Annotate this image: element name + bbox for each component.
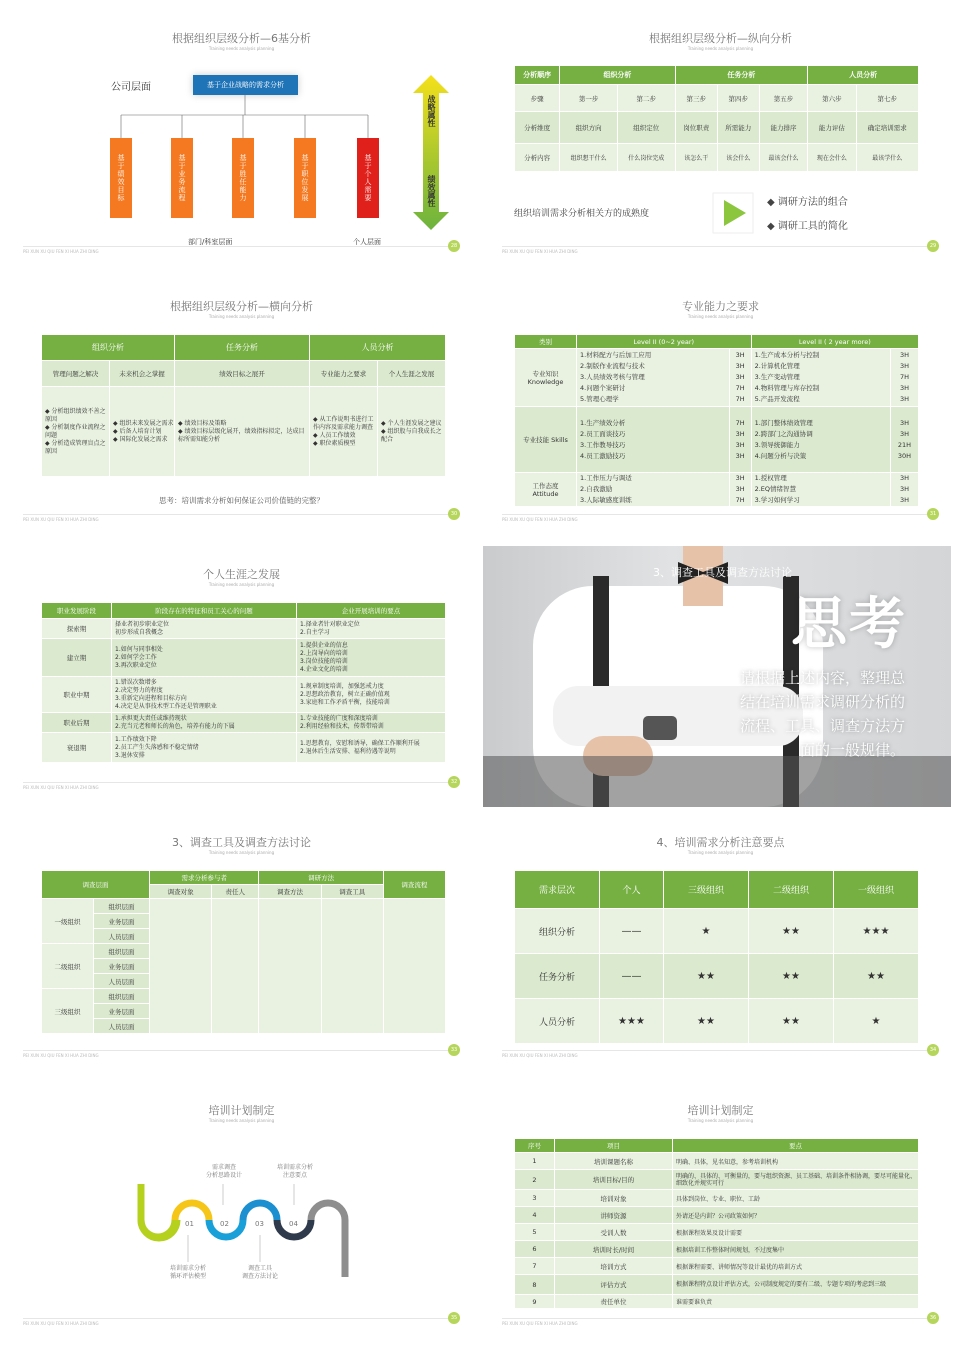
header-cell: 职业发展阶段 bbox=[42, 603, 112, 619]
subheader-cell: 未来机会之掌握 bbox=[110, 361, 175, 387]
cell bbox=[42, 387, 110, 477]
slide-horizontal-analysis bbox=[23, 288, 460, 530]
cell: 培训时长/时间 bbox=[555, 1241, 673, 1258]
header-cell: 要点 bbox=[673, 1139, 919, 1153]
cell: 1.专业技能的广度和深度培训 2.利用经验和技术，传帮带培训 bbox=[297, 713, 446, 733]
list-item: ◆ 个人生涯发展之建议 bbox=[381, 419, 442, 427]
rating-cell: ★★ bbox=[833, 954, 918, 999]
maturity-text: 组织培训需求分析相关方的成熟度 bbox=[514, 209, 650, 219]
stage-cell: 探索期 bbox=[42, 619, 112, 639]
subheader-cell: 调查工具 bbox=[321, 885, 383, 899]
list-item: ◆ 分析造成管理盲点之原因 bbox=[45, 439, 106, 455]
slide-footer bbox=[23, 1315, 460, 1328]
list-item: ◆ 国际化发展之需求 bbox=[113, 435, 168, 443]
rating-cell: ★★ bbox=[749, 999, 834, 1044]
photo-caption: 3、调查工具及调查方法讨论 bbox=[653, 566, 792, 579]
page-number: 33 bbox=[448, 1044, 460, 1056]
box-business-process: 基于业务流程 bbox=[171, 138, 193, 218]
subheader-cell: 责任人 bbox=[212, 885, 259, 899]
footer-text: PEI XUN XU QIU FEN XI HUA ZHI DING bbox=[23, 785, 99, 790]
level-cell: 人员层面 bbox=[94, 974, 150, 989]
subheader-cell: 调查方法 bbox=[259, 885, 321, 899]
header-cell: 人员分析 bbox=[808, 66, 919, 85]
group-cell: 二级组织 bbox=[42, 944, 94, 989]
cell: 第二步 bbox=[617, 85, 675, 112]
cell: 1.材料配方与后加工应用 2.制版作业流程与技术 3.人员绩效考核与管理 4.问题个案研讨 5.管理心理学 bbox=[577, 349, 730, 407]
cell: 1.工作压力与调适 2.自我激励 3.人际敏感度训练 bbox=[577, 473, 730, 507]
top-box: 基于企业战略的需求分析 bbox=[193, 75, 298, 95]
cell: 岗位职责 bbox=[675, 112, 717, 144]
level-cell: 业务层面 bbox=[94, 1004, 150, 1019]
header-cell: 企业开展培训的要点 bbox=[297, 603, 446, 619]
slide-title: 3、调查工具及调查方法讨论 bbox=[172, 836, 311, 849]
page-number: 30 bbox=[448, 508, 460, 520]
page-number: 32 bbox=[448, 776, 460, 788]
header-cell: 项目 bbox=[555, 1139, 673, 1153]
stage-cell: 衰退期 bbox=[42, 733, 112, 763]
cell: 1.生产成本分析与控制 2.计算机化管理 3.生产变动管理 4.物料管理与库存控制 5.产品开发流程 bbox=[751, 349, 890, 407]
cell: 谁需要谁负责 bbox=[673, 1295, 919, 1309]
cell: 分析内容 bbox=[515, 144, 560, 172]
cell: 第五步 bbox=[759, 85, 807, 112]
cell: 组织想干什么 bbox=[560, 144, 618, 172]
slide-title: 根据组织层级分析—6基分析 bbox=[172, 32, 311, 45]
cell: 3H 3H 3H bbox=[891, 473, 919, 507]
cell: 3H 3H 21H 30H bbox=[891, 407, 919, 473]
empty-cell bbox=[259, 899, 321, 1034]
header-cell: Level II (0~2 year) bbox=[577, 335, 752, 349]
list-item: ◆ 人员工作绩效 bbox=[313, 431, 356, 439]
slide-title: 培训计划制定 bbox=[208, 1104, 275, 1117]
level-cell: 组织层面 bbox=[94, 944, 150, 959]
category-cell: 专业技能 Skills bbox=[515, 407, 577, 473]
list-item: ◆ 后备人培育计划 bbox=[113, 427, 162, 435]
snake-flow-diagram bbox=[23, 1092, 460, 1334]
stage-cell: 职业后期 bbox=[42, 713, 112, 733]
rating-cell: ★★ bbox=[664, 999, 749, 1044]
header-cell: 序号 bbox=[515, 1139, 555, 1153]
header-cell: 调查层面 bbox=[42, 871, 150, 899]
cell: 3H 3H 7H 3H 3H bbox=[891, 349, 919, 407]
slide-footer bbox=[23, 243, 460, 256]
career-table bbox=[41, 602, 446, 763]
cell: 现在会什么 bbox=[808, 144, 856, 172]
slide-subtitle: Training needs analysis planning bbox=[208, 850, 275, 855]
header-cell: 个人 bbox=[599, 871, 663, 909]
header-cell: 组织分析 bbox=[42, 335, 175, 361]
slide-footer bbox=[502, 511, 939, 524]
slide-footer bbox=[23, 779, 460, 792]
empty-cell bbox=[212, 899, 259, 1034]
cell: 讲师资源 bbox=[555, 1207, 673, 1224]
header-cell: 需求层次 bbox=[515, 871, 600, 909]
header-cell: Level II ( 2 year more) bbox=[751, 335, 918, 349]
page-number: 36 bbox=[927, 1312, 939, 1324]
list-item: ◆ 分析制度作业流程之问题 bbox=[45, 423, 106, 439]
cell: 该会什么 bbox=[717, 144, 759, 172]
list-item: ◆ 绩效目标及策略 bbox=[178, 419, 227, 427]
slide-subtitle: Training needs analysis planning bbox=[687, 850, 754, 855]
rating-cell: —— bbox=[599, 954, 663, 999]
cell: 7 bbox=[515, 1258, 555, 1275]
footer-text: PEI XUN XU QIU FEN XI HUA ZHI DING bbox=[23, 1321, 99, 1326]
list-item: ◆ 组织未来发展之需求 bbox=[113, 419, 174, 427]
header-cell: 三级组织 bbox=[664, 871, 749, 909]
rating-cell: ★ bbox=[664, 909, 749, 954]
slide-footer bbox=[502, 243, 939, 256]
list-item: ◆ 绩效目标层级化展开，绩效指标拟定，达成目标所需知能分析 bbox=[178, 427, 305, 443]
rating-cell: ★★ bbox=[749, 954, 834, 999]
slide-subtitle: Training needs analysis planning bbox=[208, 1118, 275, 1123]
slide-title: 个人生涯之发展 bbox=[203, 568, 280, 581]
rating-cell: ★★ bbox=[664, 954, 749, 999]
step-number: 02 bbox=[220, 1220, 229, 1228]
cell: 1.如何与同事相处 2.如何学会工作 3.再次职业定位 bbox=[112, 639, 297, 677]
header-cell: 分析顺序 bbox=[515, 66, 560, 85]
bullet-simplify: ◆ 调研工具的简化 bbox=[767, 221, 848, 232]
survey-table bbox=[41, 870, 446, 1034]
list-item: ◆ 分析组织绩效不善之原因 bbox=[45, 407, 106, 423]
header-cell: 阶段存在的特征和员工关心的问题 bbox=[112, 603, 297, 619]
slide-footer bbox=[502, 1315, 939, 1328]
footer-text: PEI XUN XU QIU FEN XI HUA ZHI DING bbox=[502, 249, 578, 254]
flow-label: 调查工具 调查方法讨论 bbox=[241, 1265, 278, 1280]
level-cell: 人员层面 bbox=[94, 1019, 150, 1034]
box-competency: 基于胜任能力 bbox=[232, 138, 254, 218]
cell: 5 bbox=[515, 1224, 555, 1241]
header-cell: 人员分析 bbox=[310, 335, 446, 361]
rating-cell: ★ bbox=[833, 999, 918, 1044]
cell: 第三步 bbox=[675, 85, 717, 112]
group-cell: 三级组织 bbox=[42, 989, 94, 1034]
cell bbox=[378, 387, 446, 477]
page-number: 28 bbox=[448, 240, 460, 252]
header-cell: 调研方法 bbox=[259, 871, 383, 885]
slide-title: 根据组织层级分析—横向分析 bbox=[170, 300, 313, 313]
slide-subtitle: Training needs analysis planning bbox=[687, 314, 754, 319]
rating-cell: —— bbox=[599, 909, 663, 954]
subheader-cell: 管理问题之解决 bbox=[42, 361, 110, 387]
row-label: 组织分析 bbox=[515, 909, 600, 954]
cell: 确定培训需求 bbox=[856, 112, 918, 144]
dept-label: 部门/科室层面 bbox=[188, 238, 233, 246]
cell: 培训方式 bbox=[555, 1258, 673, 1275]
empty-cell bbox=[150, 899, 212, 1034]
row-label: 人员分析 bbox=[515, 999, 600, 1044]
slide-thinking-photo bbox=[483, 546, 951, 807]
cell: 所需能力 bbox=[717, 112, 759, 144]
cell: 外请还是内训？公司政策如何？ bbox=[673, 1207, 919, 1224]
level-cell: 组织层面 bbox=[94, 899, 150, 914]
cell: 1.工作绩效下降 2.员工产生失落感和不稳定情绪 3.退休安排 bbox=[112, 733, 297, 763]
category-cell: 工作态度 Attitude bbox=[515, 473, 577, 507]
cell: 3 bbox=[515, 1190, 555, 1207]
plan-table bbox=[514, 1138, 919, 1309]
empty-cell bbox=[383, 899, 445, 1034]
cell: 9 bbox=[515, 1295, 555, 1309]
cell: 1.承担更大责任或维持现状 2.充当元老和师长的角色，培养有能力的下属 bbox=[112, 713, 297, 733]
header-cell: 需求分析参与者 bbox=[150, 871, 259, 885]
slide-professional-ability bbox=[502, 288, 939, 530]
cell: 能力评估 bbox=[808, 112, 856, 144]
header-cell: 二级组织 bbox=[749, 871, 834, 909]
arrow-bottom-label: 绩效属性 bbox=[427, 175, 436, 207]
level-cell: 组织层面 bbox=[94, 989, 150, 1004]
cell: 1.授权管理 2.EQ情绪智慧 3.学习如何学习 bbox=[751, 473, 890, 507]
rating-cell: ★★★ bbox=[833, 909, 918, 954]
stage-cell: 职业中期 bbox=[42, 677, 112, 713]
cell: 1.生产绩效分析 2.员工面谈技巧 3.工作教导技巧 4.员工激励技巧 bbox=[577, 407, 730, 473]
cell: 1.错误次数增多 2.决定努力的程度 3.重新定向进程和目标方向 4.决定是从事技术型工作还是管理职业 bbox=[112, 677, 297, 713]
slide-subtitle: Training needs analysis planning bbox=[208, 314, 275, 319]
header-cell: 一级组织 bbox=[833, 871, 918, 909]
slide-subtitle: Training needs analysis planning bbox=[208, 582, 275, 587]
slide-survey-tools bbox=[23, 824, 460, 1066]
slide-subtitle: Training needs analysis planning bbox=[687, 46, 754, 51]
level-cell: 业务层面 bbox=[94, 914, 150, 929]
header-cell: 组织分析 bbox=[560, 66, 675, 85]
cell: 培训课题名称 bbox=[555, 1153, 673, 1170]
slide-subtitle: Training needs analysis planning bbox=[208, 46, 275, 51]
vertical-analysis-table bbox=[514, 65, 919, 172]
cell: 什么岗位完成 bbox=[617, 144, 675, 172]
level-cell: 业务层面 bbox=[94, 959, 150, 974]
cell: 明确的、具体的、可衡量的，要与组织资源、员工基础、培训条件相协调，要尽可能量化、细致化并规实可行 bbox=[673, 1170, 919, 1190]
category-cell: 专业知识 Knowledge bbox=[515, 349, 577, 407]
key-points-table bbox=[514, 870, 919, 1044]
cell: 第四步 bbox=[717, 85, 759, 112]
footer-text: PEI XUN XU QIU FEN XI HUA ZHI DING bbox=[502, 1053, 578, 1058]
horizontal-analysis-table bbox=[41, 334, 446, 477]
slide-footer bbox=[502, 1047, 939, 1060]
header-cell: 任务分析 bbox=[675, 66, 808, 85]
thinking-title: 思考 bbox=[791, 592, 907, 657]
cell: 3H 3H 3H 7H 7H bbox=[729, 349, 751, 407]
slide-title: 专业能力之要求 bbox=[682, 300, 759, 313]
cell: 3H 3H 7H bbox=[729, 473, 751, 507]
question-text: 思考：培训需求分析如何保证公司价值链的完整？ bbox=[159, 496, 324, 505]
cell: 培训目标/目的 bbox=[555, 1170, 673, 1190]
subheader-cell: 绩效目标之展开 bbox=[175, 361, 310, 387]
slide-plan-table bbox=[502, 1092, 939, 1334]
page-number: 29 bbox=[927, 240, 939, 252]
footer-text: PEI XUN XU QIU FEN XI HUA ZHI DING bbox=[23, 517, 99, 522]
cell: 组织定位 bbox=[617, 112, 675, 144]
bullet-text: 调研工具的简化 bbox=[777, 221, 848, 232]
header-cell: 类别 bbox=[515, 335, 577, 349]
person-label: 个人层面 bbox=[353, 238, 381, 246]
cell: 择业者初步职业定位 初步形成自我概念 bbox=[112, 619, 297, 639]
header-cell: 任务分析 bbox=[175, 335, 310, 361]
slide-6-basis-analysis bbox=[23, 20, 460, 262]
footer-text: PEI XUN XU QIU FEN XI HUA ZHI DING bbox=[502, 517, 578, 522]
footer-text: PEI XUN XU QIU FEN XI HUA ZHI DING bbox=[23, 1053, 99, 1058]
thinking-text: 请根据上述内容，整理总结在培训需求调研分析的流程、工具、调查方法方面的一般规律。 bbox=[739, 669, 905, 759]
subheader-cell: 个人生涯之发展 bbox=[378, 361, 446, 387]
slide-key-points bbox=[502, 824, 939, 1066]
cell bbox=[175, 387, 310, 477]
slide-subtitle: Training needs analysis planning bbox=[687, 1118, 754, 1123]
list-item: ◆ 职位素质模型 bbox=[313, 439, 356, 447]
empty-cell bbox=[321, 899, 383, 1034]
cell: 受训人数 bbox=[555, 1224, 673, 1241]
slide-title: 培训计划制定 bbox=[687, 1104, 754, 1117]
company-label: 公司层面 bbox=[111, 82, 151, 93]
cell: 组织方向 bbox=[560, 112, 618, 144]
box-position-development: 基于职位发展 bbox=[294, 138, 316, 218]
flow-label: 需求调查 分析思路设计 bbox=[205, 1164, 242, 1179]
cell: 第六步 bbox=[808, 85, 856, 112]
list-item: ◆ 从工作说明书进行工作内容及需求能力调查 bbox=[313, 415, 374, 431]
cell: 1.思想教育，安慰和诱导，确保工作顺利开展 2.退休后生活安排、福利待遇等说明 bbox=[297, 733, 446, 763]
cell: 根据课程特点设计评估方式，公司制度规定的要有二级、专题专项的考虑到三级 bbox=[673, 1275, 919, 1295]
cell: 培训对象 bbox=[555, 1190, 673, 1207]
cell: 4 bbox=[515, 1207, 555, 1224]
cell: 具体到岗位、专业、职位、工龄 bbox=[673, 1190, 919, 1207]
play-arrow-icon bbox=[712, 192, 754, 234]
cell: 1.部门整体绩效管理 2.跨部门之沟通协调 3.领导统御能力 4.问题分析与决策 bbox=[751, 407, 890, 473]
slide-vertical-analysis bbox=[502, 20, 939, 262]
stage-cell: 建立期 bbox=[42, 639, 112, 677]
footer-text: PEI XUN XU QIU FEN XI HUA ZHI DING bbox=[502, 1321, 578, 1326]
box-personal-needs: 基于个人需要 bbox=[357, 138, 379, 218]
cell: 明确、具体，见名知意，参考培训机构 bbox=[673, 1153, 919, 1170]
cell: 根据课程效果及设计需要 bbox=[673, 1224, 919, 1241]
rating-cell: ★★★ bbox=[599, 999, 663, 1044]
subheader-cell: 调查对象 bbox=[150, 885, 212, 899]
cell: 评估方式 bbox=[555, 1275, 673, 1295]
cell: 1.择业者针对职业定位 2.自主学习 bbox=[297, 619, 446, 639]
rating-cell: ★★ bbox=[749, 909, 834, 954]
cell: 责任单位 bbox=[555, 1295, 673, 1309]
cell: 1.提供企业的信息 2.上岗导向的培训 3.岗位技能的培训 4.企业文化的培训 bbox=[297, 639, 446, 677]
slide-title: 根据组织层级分析—纵向分析 bbox=[649, 32, 792, 45]
cell bbox=[110, 387, 175, 477]
header-cell: 调查流程 bbox=[383, 871, 445, 899]
subheader-cell: 专业能力之要求 bbox=[310, 361, 378, 387]
bullet-text: 调研方法的组合 bbox=[777, 197, 848, 208]
cell: 7H 3H 3H 3H bbox=[729, 407, 751, 473]
page-number: 35 bbox=[448, 1312, 460, 1324]
slide-career-development bbox=[23, 556, 460, 798]
slide-footer bbox=[23, 511, 460, 524]
slide-title: 4、培训需求分析注意要点 bbox=[656, 836, 785, 849]
group-cell: 一级组织 bbox=[42, 899, 94, 944]
list-item: ◆ 组织股与自我成长之配合 bbox=[381, 427, 442, 443]
cell: 根据培训工作整体时间规划，不过度集中 bbox=[673, 1241, 919, 1258]
flow-label: 培训需求分析 注意要点 bbox=[276, 1164, 313, 1179]
footer-text: PEI XUN XU QIU FEN XI HUA ZHI DING bbox=[23, 249, 99, 254]
box-performance-goal: 基于绩效目标 bbox=[110, 138, 132, 218]
cell: 1 bbox=[515, 1153, 555, 1170]
arrow-top-label: 战略属性 bbox=[427, 95, 436, 127]
cell: 8 bbox=[515, 1275, 555, 1295]
cell: 6 bbox=[515, 1241, 555, 1258]
slide-plan-flow bbox=[23, 1092, 460, 1334]
cell: 第七步 bbox=[856, 85, 918, 112]
step-number: 03 bbox=[255, 1220, 264, 1228]
page-number: 34 bbox=[927, 1044, 939, 1056]
cell: 该怎么干 bbox=[675, 144, 717, 172]
slide-footer bbox=[23, 1047, 460, 1060]
step-number: 04 bbox=[289, 1220, 298, 1228]
bullet-combination: ◆ 调研方法的组合 bbox=[767, 197, 848, 208]
step-number: 01 bbox=[185, 1220, 194, 1228]
cell: 步骤 bbox=[515, 85, 560, 112]
cell: 根据课程需要、讲师情况等设计最优的培训方式 bbox=[673, 1258, 919, 1275]
cell bbox=[310, 387, 378, 477]
cell: 最该会什么 bbox=[759, 144, 807, 172]
cell: 2 bbox=[515, 1170, 555, 1190]
row-label: 任务分析 bbox=[515, 954, 600, 999]
cell: 能力排序 bbox=[759, 112, 807, 144]
page-number: 31 bbox=[927, 508, 939, 520]
cell: 第一步 bbox=[560, 85, 618, 112]
cell: 1.规章制度培训，加强惩戒力度 2.思想政治教育，树立正确价值观 3.家庭和工作矛盾平衡，技能培训 bbox=[297, 677, 446, 713]
cell: 分析维度 bbox=[515, 112, 560, 144]
ability-table bbox=[514, 334, 919, 507]
level-cell: 人员层面 bbox=[94, 929, 150, 944]
cell: 最该学什么 bbox=[856, 144, 918, 172]
flow-label: 培训需求分析 循环评估模型 bbox=[169, 1265, 206, 1280]
